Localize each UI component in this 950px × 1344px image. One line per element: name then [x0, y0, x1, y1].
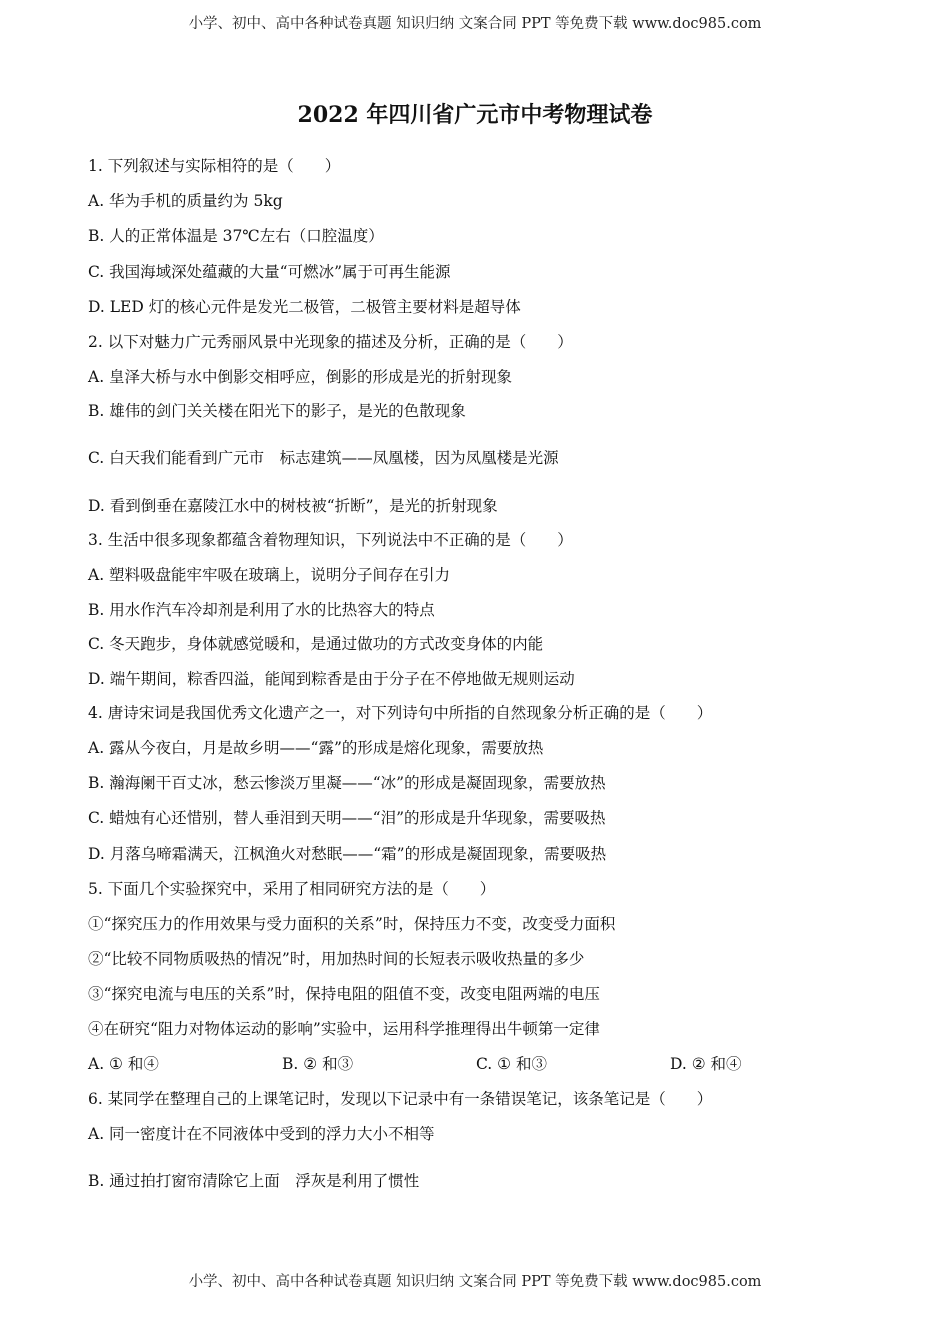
question-1-option-d: D. LED 灯的核心元件是发光二极管，二极管主要材料是超导体 [88, 298, 521, 316]
question-3-option-b: B. 用水作汽车冷却剂是利用了水的比热容大的特点 [88, 601, 435, 619]
question-2-option-c: C. 白天我们能看到广元市 标志建筑——凤凰楼，因为凤凰楼是光源 [88, 449, 559, 467]
question-3-option-d: D. 端午期间，粽香四溢，能闻到粽香是由于分子在不停地做无规则运动 [88, 670, 575, 688]
question-2-option-a: A. 皇泽大桥与水中倒影交相呼应，倒影的形成是光的折射现象 [88, 368, 513, 386]
question-1-stem: 1. 下列叙述与实际相符的是（ ） [88, 157, 341, 175]
question-5-statement-2: ②“比较不同物质吸热的情况”时，用加热时间的长短表示吸收热量的多少 [88, 950, 585, 968]
question-3-option-c: C. 冬天跑步，身体就感觉暖和，是通过做功的方式改变身体的内能 [88, 635, 544, 653]
question-4-option-d: D. 月落乌啼霜满天，江枫渔火对愁眠——“霜”的形成是凝固现象，需要吸热 [88, 845, 607, 863]
question-3-option-a: A. 塑料吸盘能牢牢吸在玻璃上，说明分子间存在引力 [88, 566, 451, 584]
question-5-option-d: D. ② 和④ [670, 1055, 742, 1073]
question-1-option-a: A. 华为手机的质量约为 5kg [88, 192, 283, 210]
question-5-statement-1: ①“探究压力的作用效果与受力面积的关系”时，保持压力不变，改变受力面积 [88, 915, 616, 933]
question-6-stem: 6. 某同学在整理自己的上课笔记时，发现以下记录中有一条错误笔记，该条笔记是（ ） [88, 1090, 713, 1108]
question-4-option-b: B. 瀚海阑干百丈冰，愁云惨淡万里凝——“冰”的形成是凝固现象，需要放热 [88, 774, 606, 792]
page-footer: 小学、初中、高中各种试卷真题 知识归纳 文案合同 PPT 等免费下载 www.doc985.com [188, 1274, 762, 1290]
question-1-option-b: B. 人的正常体温是 37℃左右（口腔温度） [88, 227, 384, 245]
question-5-statement-4: ④在研究“阻力对物体运动的影响”实验中，运用科学推理得出牛顿第一定律 [88, 1020, 600, 1038]
question-3-stem: 3. 生活中很多现象都蕴含着物理知识，下列说法中不正确的是（ ） [88, 531, 573, 549]
question-5-option-b: B. ② 和③ [282, 1055, 354, 1073]
question-5-option-c: C. ① 和③ [476, 1055, 547, 1073]
question-6-option-a: A. 同一密度计在不同液体中受到的浮力大小不相等 [88, 1125, 435, 1143]
question-2-option-b: B. 雄伟的剑门关关楼在阳光下的影子，是光的色散现象 [88, 402, 466, 420]
question-5-option-a: A. ① 和④ [88, 1055, 159, 1073]
page-title: 2022 年四川省广元市中考物理试卷 [297, 102, 653, 128]
question-1-option-c: C. 我国海域深处蕴藏的大量“可燃冰”属于可再生能源 [88, 263, 451, 281]
question-5-stem: 5. 下面几个实验探究中，采用了相同研究方法的是（ ） [88, 880, 496, 898]
question-4-option-c: C. 蜡烛有心还惜别，替人垂泪到天明——“泪”的形成是升华现象，需要吸热 [88, 809, 606, 827]
question-4-option-a: A. 露从今夜白，月是故乡明——“露”的形成是熔化现象，需要放热 [88, 739, 544, 757]
question-5-statement-3: ③“探究电流与电压的关系”时，保持电阻的阻值不变，改变电阻两端的电压 [88, 985, 600, 1003]
question-2-option-d: D. 看到倒垂在嘉陵江水中的树枝被“折断”，是光的折射现象 [88, 497, 498, 515]
question-4-stem: 4. 唐诗宋词是我国优秀文化遗产之一，对下列诗句中所指的自然现象分析正确的是（ ） [88, 704, 713, 722]
page-header: 小学、初中、高中各种试卷真题 知识归纳 文案合同 PPT 等免费下载 www.doc985.com [188, 16, 762, 32]
question-6-option-b: B. 通过拍打窗帘清除它上面 浮灰是利用了惯性 [88, 1172, 420, 1190]
question-2-stem: 2. 以下对魅力广元秀丽风景中光现象的描述及分析，正确的是（ ） [88, 333, 573, 351]
